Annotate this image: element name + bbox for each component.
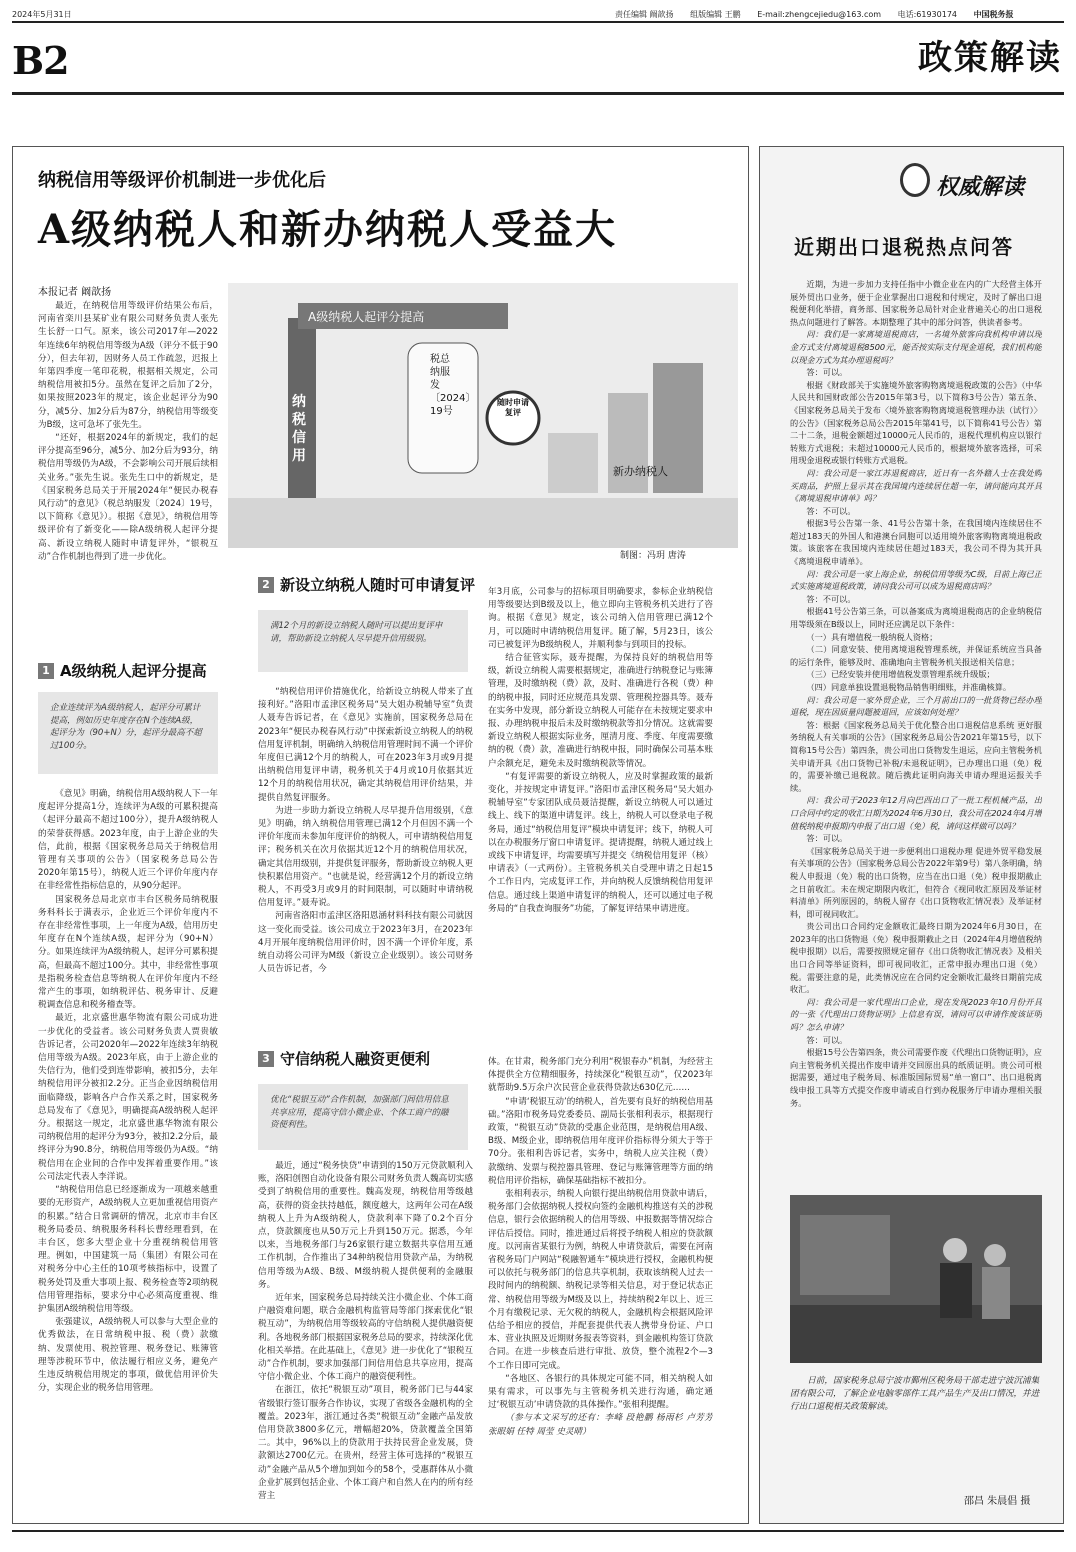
illus-scroll: 税总纳服发〔2024〕19号 xyxy=(430,354,476,417)
paragraph: 根据《财政部关于实施境外旅客购物离境退税政策的公告》（中华人民共和国财政部公告2015年第3号，以下简称3号公告）第五条、《国家税务总局关于发布〈境外旅客购物离境退税管理办法（试行）〉的公告》（国家税务总局公告2015年第41号，以下简称41号公告）第二十二条，退税金额超过10000元人民币的，退税代理机构应以银行转账方式退税；未超过10000元人民币的，根据境外旅客选择，可采用现金退税或银行转账方式退税。 xyxy=(790,379,1042,466)
question: 问：我公司是一家江苏退税商店，近日有一名外籍人士在我处购买商品，护照上显示其在我国境内连续居住超一年，请问能向其开具《离境退税申请单》吗？ xyxy=(790,467,1042,504)
section2-title: 新设立纳税人随时可申请复评 xyxy=(280,576,476,594)
illus-newco: 新办纳税人 xyxy=(613,465,668,478)
paragraph: （参与本文采写的还有：李峰 段艳鹏 杨雨杉 卢芳芳 张眼娟 任特 周莹 史灵晴） xyxy=(488,1413,713,1437)
paragraph: 张强建议，A级纳税人可以参与大型企业的优秀做法，在日常纳税申报、税（费）款缴纳、发票使用、税控管理、税务登记、账簿管理等涉税环节中，依法履行相应义务，避免产生违反纳税信用规定的事项，做优信用评价失分，实现企业的税务信用管理。 xyxy=(38,1317,218,1394)
answer: 答：可以。 xyxy=(806,1034,848,1045)
paragraph: 近年来，国家税务总局持续关注小微企业、个体工商户融资难问题，联合金融机构监管局等部门探索优化“银税互动”，为纳税信用等级较高的守信纳税人提供融资便利。各地税务部门根据国家税务总局的要求，持续深化优化相关举措。在此基础上，《意见》进一步优化了“银税互动”合作机制，要求加强部门间信用信息共享应用，提高守信小微企业、个体工商户的融资便利性。 xyxy=(258,1293,473,1383)
paragraph: 河南省洛阳市孟津区洛阳恩涵材料科技有限公司就因这一变化而受益。该公司成立于2023年3月，在2023年4月开展年度纳税信用评价时，因不满一个评价年度，系统自动将公司评为M级（新设立企业级别）。该公司财务人员告诉记者，今 xyxy=(258,911,473,975)
paragraph: （四）同意单独设置退税物品销售明细账，并准确核算。 xyxy=(806,682,1012,692)
paragraph: 体。在甘肃，税务部门充分利用“税银春办”机制，为经营主体提供全方位精细服务，持续深化“税银互动”，仅2023年就帮助9.5万余户次民营企业获得贷款达630亿元…… xyxy=(488,1057,713,1094)
paragraph: “各地区、各银行的具体规定可能不同，相关纳税人如果有需求，可以事先与主管税务机关进行沟通，确定通过‘税银互动’申请贷款的具体操作。”张相利提醒。 xyxy=(488,1373,713,1411)
paragraph: 近期，为进一步加力支持任指中小微企业在内的广大经营主体开展外贸出口业务，便于企业掌握出口退税和付规定，及时了解出口退税便利化举措，商务部、国家税务总局针对企业普遍关心的出口退税热点问题进行了解答。本期整理了其中的部分问答，供读者参考。 xyxy=(790,279,1042,327)
paragraph: 在浙江，依托“税银互动”项目，税务部门已与44家省级银行签订服务合作协议，实现了省级各金融机构的全覆盖。2023年，浙江通过各类“税银互动”金融产品发放信用贷款3800多亿元，增幅超20%，贷款覆盖全国第二。其中，96%以上的贷款用于扶持民营企业发展，贷款额达2700亿元。在贵州，经营主体可选择的“税银互动”金融产品从5个增加到如今的58个，受惠群体从小微企业扩展到包括企业、个体工商户和自然人在内的所有经营主 xyxy=(258,1385,473,1502)
phone: 电话:61930174 xyxy=(897,10,958,19)
paragraph: “纳税信用信息已经逐渐成为一项越来越重要的无形资产，A级纳税人立更加重视信用资产的积累。”结合日常调研的情况，北京市丰台区税务局委员、纳税服务科科长曹经理看到，在丰台区，您多大型企业十分重视纳税信用管理。例如，中国建筑一局（集团）有限公司在对税务分中心主任的10项考核指标中，设置了税务处罚及重大事项上报、税务检查等2项纳税信用管理指标，要求分中心必须高度重视、维护集团A级纳税信用等级。 xyxy=(38,1185,218,1314)
photo-caption: 日前，国家税务总局宁波市鄞州区税务局干部走进宁波沉浦集团有限公司，了解企业电脑零部件工具产品生产及出口情况，并进行出口退税相关政策解读。 xyxy=(790,1376,1040,1412)
illus-pillar: 纳税信用 xyxy=(292,394,306,464)
issue-date: 2024年5月31日 xyxy=(12,10,72,19)
photo-placeholder xyxy=(790,1195,1042,1363)
authority-logo-icon xyxy=(900,163,930,197)
answer: 答：根据《国家税务总局关于优化整合出口退税信息系统 更好服务纳税人有关事项的公告》（国家税务总局公告2021年第15号，以下简称15号公告）第四条，贵公司出口货物发生退运，应向主管税务机关申请开具《出口货物已补税/未退税证明》，已办理出口退（免）税的，需要补缴已退税款。随后携此证明向海关申请办理退运报关手续。 xyxy=(790,719,1042,793)
section1-heading xyxy=(38,660,207,681)
masthead-meta xyxy=(615,9,1028,20)
sidebar-title: 近期出口退税热点问答 xyxy=(794,235,1014,259)
illus-bubble: 随时申请复评 xyxy=(497,398,529,417)
section-number: 1 xyxy=(38,663,54,679)
paragraph: “有复评需要的新设立纳税人，应及时掌握政策的最新变化，并按规定申请复评。”洛阳市孟津区税务局“吴大姐办税辅导室”专家团队成员聂洁提醒，新设立纳税人可以通过线上、线下的渠道申请复评。线上，纳税人可以登录电子税务局，通过“纳税信用复评”模块申请复评；线下，纳税人可以在办税服务厅窗口申请复评。提请提醒，纳税人通过线上或线下申请复评，均需要填写并提交《纳税信用复评（核）申请表》（一式两份）。主管税务机关自受理申请之日起15个工作日内，完成复评工作，并向纳税人反馈纳税信用复评信息。通过线上渠道申请复评的纳税人，还可以通过电子税务局的“自我查询服务”功能，了解复评结果申请进度。 xyxy=(488,771,713,914)
question: 问：我公司于2023年12月向巴西出口了一批工程机械产品，出口合同中约定的收汇日期为2024年6月30日，我公司在2024年4月增值税纳税申报期内申报了出口退（免）税，请问这样做可以吗？ xyxy=(790,795,1042,831)
masthead xyxy=(12,6,1064,20)
col1-bottom xyxy=(38,788,218,1508)
editor: 责任编辑 阚歆扬 xyxy=(615,10,674,19)
section3-title: 守信纳税人融资更便利 xyxy=(280,1050,431,1068)
sidebar-photo xyxy=(790,1195,1042,1363)
paragraph: 年3月底，公司参与的招标项目明确要求，参标企业纳税信用等级要达到B级及以上，他立即向主管税务机关进行了咨询。根据《意见》规定，该公司纳入信用管理已满12个月，可以随时申请纳税信用复评。随了解，5月23日，该公司已被复评为B级纳税人，并顺利参与到项目的投标。 xyxy=(488,587,713,650)
section3-pullquote: 优化“税银互动”合作机制，加强部门间信用信息共享应用，提高守信小微企业、个体工商户的融资便利性。 xyxy=(258,1084,468,1150)
col2 xyxy=(258,686,473,1016)
page-number: B2 xyxy=(12,38,69,83)
paragraph: 为进一步助力新设立纳税人尽早提升信用级别，《意见》明确，纳入纳税信用管理已满12个月但因不满一个评价年度而未参加年度评价的纳税人，可申请纳税信用复评；税务机关在次月依据其近12个月的纳税信用状况，确定其信用级别，并提供复评服务，帮助新设立纳税人更快积累信用资产。“也就是说，经营满12个月的新设立纳税人，不再受3月或9月的时间限制，可以随时申请纳税信用复评。”聂寿说。 xyxy=(258,805,473,909)
answer: 答：不可以。 xyxy=(806,505,856,516)
col5 xyxy=(488,1056,713,1510)
article-illustration xyxy=(228,283,738,548)
illustration-credit: 制图：冯玥 唐涛 xyxy=(620,551,686,561)
paragraph: 根据3号公告第一条、41号公告第十条，在我国境内连续居住不超过183天的外国人和港澳台同胞可以适用境外旅客购物离境退税政策。该旅客在我国境内连续居住超过183天，我公司不得为其开具《离境退税申请单》。 xyxy=(790,518,1042,567)
section-number: 2 xyxy=(258,577,274,593)
section2-heading xyxy=(258,574,475,595)
paragraph: 结合征管实际，聂寿提醒，为保持良好的纳税信用等级，新设立纳税人需要根据规定，准确进行纳税登记与账簿管理，及时缴纳税（费）款，及时、准确进行各税（费）种的纳税申报，同时还应规范具发票、管理税控器具等。聂寿在实务中发现，部分新设立纳税人可能存在未按规定要求申报、办理纳税申报后未及时缴纳税款等扣分情况。这就需要新设立纳税人根据实际业务，厘清月度、季度、年度需要缴纳的税（费）款，准确进行纳税申报，同时确保公司基本账户余额充足，避免未及时缴纳税款等情况。 xyxy=(488,653,713,769)
col1-top xyxy=(38,300,218,660)
photo-credit: 邵昌 朱晨倡 摄 xyxy=(964,1496,1031,1507)
paragraph: 最近，通过“税务快贷”申请到的150万元贷款顺利入账，洛阳创图自动化设备有限公司财务负责人魏高切实感受到了纳税信用的重要性。魏高发现，纳税信用等级越高，获得的资金扶持越低，额度越大，这两年公司在A级纳税人上升为A级纳税人，贷款利率下降了0.2个百分点，贷款额度也从50万元上升到150万元。据悉，今年以来，当地税务部门与26家银行建立数据共享信用互通工作机制，合作推出了34种纳税信用贷款产品，为纳税信用等级为A级、B级、M级纳税人提供便利的金融服务。 xyxy=(258,1161,473,1290)
answer: 答：可以。 xyxy=(806,833,848,844)
question: 问：我公司是一家外贸企业，三个月前出口的一批货物已经办理退税，现在因质量问题被退回，应该如何处理？ xyxy=(790,694,1042,718)
answer: 答：不可以。 xyxy=(806,593,856,604)
paragraph: “还好，根据2024年的新规定，我们的起评分提高至96分，减5分、加2分后为93分，纳税信用等级仍为A级，不会影响公司开展后续相关业务。”张先生说。张先生口中的新规定，是《国家税务总局关于开展2024年“便民办税春风行动”的意见》（税总纳服发〔2024〕19号，以下简称《意见》）。根据《意见》，纳税信用等级评价有了新变化——除A级纳税人起评分提高、新设立纳税人随时申请复评外，“银税互动”合作机制也得到了进一步优化。 xyxy=(38,433,218,562)
section-title: 政策解读 xyxy=(918,38,1062,78)
answer: 答：可以。 xyxy=(806,367,848,378)
paragraph: “纳税信用评价措施优化，给新设立纳税人带来了直接利好。”洛阳市孟津区税务局“吴大姐办税辅导室”负责人聂寿告诉记者，在《意见》实施前，国家税务总局在2023年“便民办税春风行动”中探索新设立纳税人的纳税信用复评机制，明确纳入纳税信用管理时间不满一个评价年度但已满12个月的纳税人，可在2023年3月或9月提出纳税信用复评申请，税务机关于4月或10月依据其近12个月的纳税信用状况，确定其纳税信用评价结果，并提供自然复评服务。 xyxy=(258,687,473,803)
question: 问：我们是一家离境退税商店，一名境外旅客向我机构申请以现金方式支付离境退税8500元，能否按实际支付现金退税，我们机构能以现金方式为其办理退税吗？ xyxy=(790,329,1042,365)
paragraph: 最近，北京盛世惠华物流有限公司成功进一步优化的受益者。该公司财务负责人贾贵敏告诉记者，公司2020年—2022年连续3年纳税信用等级为A级。2023年底，由于上游企业的失信行为，他们受到连带影响，被扣5分，去年纳税信用评分被扣2.2分。正当企业因纳税信用面临降级，影响各户合作关系之时，国家税务总局发布了《意见》，明确提高A级纳税人起评分。根据这一规定，北京盛世惠华物流有限公司纳税信用的起评分为93分，被扣2.2分后，最终评分为90.8分，纳税信用等级仍为A级。“纳税信用在企业间的合作中发挥着重要作用。”该公司法定代表人李洋说。 xyxy=(38,1013,218,1182)
paragraph: 贵公司出口合同约定金额收汇最终日期为2024年6月30日，在2023年的出口货物退（免）税申报期截止之日（2024年4月增值税纳税申报期）以后，需要按照规定留存《出口货物收汇情况表》及相关出口合同等举证资料，即可视同收汇，正常申报办理出口退（免）税。需要注意的是，此类情况应在合同约定金额收汇最终日期前完成收汇。 xyxy=(790,921,1042,995)
paragraph: 最近，在纳税信用等级评价结果公布后，河南省栾川县某矿业有限公司财务负责人张先生长舒一口气。原来，该公司2017年—2022年连续6年纳税信用等级为A级（评分不低于90分），但去年初，因财务人员工作疏忽，迟报上年第四季度一笔印花税，根据相关规定，公司纳税信用被扣5分。虽然在复评之后加了2分，如果按照2023年的规定，该企业起评分为90分，减5分、加2分后为87分，纳税信用等级变为B级，这可急坏了张先生。 xyxy=(38,301,218,430)
col3 xyxy=(488,586,713,1016)
question: 问：我公司是一家代理出口企业，现在发现2023年10月份开具的一张《代理出口货物证明》上信息有误，请问可以申请作废该证明吗？怎么申请？ xyxy=(790,996,1042,1033)
sidebar-body xyxy=(790,278,1042,1184)
bottom-rule xyxy=(12,1530,1064,1532)
sidebar-brand: 权威解读 xyxy=(936,174,1025,200)
header-rule xyxy=(12,92,1064,95)
paragraph: （三）已经安装并使用增值税发票管理系统升级版； xyxy=(806,669,995,680)
section1-title: A级纳税人起评分提高 xyxy=(60,662,207,680)
article-kicker: 纳税信用等级评价机制进一步优化后 xyxy=(38,170,326,191)
layout-editor: 组版编辑 王鹏 xyxy=(690,10,741,19)
paragraph: “申请‘税银互动’的纳税人，首先要有良好的纳税信用基础。”洛阳市税务局党委委员、副局长张相利表示，根据现行政策，“税银互动”贷款的受惠企业范围，是纳税信用A级、B级、M级企业，即纳税信用年度评价指标得分须大于等于70分。张相利告诉记者，实务中，纳税人应关注税（费）款缴纳、发票与税控器具管理、登记与账簿管理等方面的纳税信用评价指标，确保基础指标不被扣分。 xyxy=(488,1096,713,1186)
article-headline: A级纳税人和新办纳税人受益大 xyxy=(38,206,618,253)
paragraph: 《国家税务总局关于进一步便利出口退税办理 促进外贸平稳发展有关事项的公告》（国家税务总局公告2022年第9号）第八条明确，纳税人申报退（免）税的出口货物，应当在出口退（免）税申报期截止之日前收汇。未在规定期限内收汇，但符合《视同收汇原因及举证材料清单》所列原因的，纳税人留存《出口货物收汇情况表》及举证材料，即可视同收汇。 xyxy=(790,845,1042,919)
section3-heading xyxy=(258,1048,430,1069)
question: 问：我公司是一家上海企业，纳税信用等级为C级，目前上海已正式实施离境退税政策，请问我公司可以成为退税商店吗？ xyxy=(790,568,1042,592)
article-byline: 本报记者 阚歆扬 xyxy=(38,287,112,298)
paragraph: （二）同意安装、使用离境退税管理系统，并保证系统应当具备的运行条件，能够及时、准确地向主管税务机关报送相关信息； xyxy=(790,644,1042,667)
section1-pullquote: 企业连续评为A级纳税人，起评分可累计提高，例如历史年度存在N个连续A级，起评分为（90+N）分，起评分最高不超过100分。 xyxy=(38,692,218,774)
section-number: 3 xyxy=(258,1051,274,1067)
paragraph: （一）具有增值税一般纳税人资格； xyxy=(806,631,938,642)
paragraph: 《意见》明确，纳税信用A级纳税人下一年度起评分提高1分，连续评为A级的可累积提高（起评分最高不超过100分），提升A级纳税人的荣誉获得感。2023年度，由于上游企业的失信，此前，根据《国家税务总局关于纳税信用管理有关事项的公告》（国家税务总局公告2020年第15号），纳税人近三个评价年度内存在非经常性指标信息的，从90分起评。 xyxy=(38,789,218,892)
email: E-mail:zhengcejiedu@163.com xyxy=(757,10,882,19)
paragraph: 根据41号公告第三条，可以备案成为离境退税商店的企业纳税信用等级须在B级以上，同时还应满足以下条件： xyxy=(790,606,1042,630)
col4 xyxy=(258,1160,473,1510)
paper-name: 中国税务报 xyxy=(973,10,1014,19)
top-rule xyxy=(12,21,1064,23)
paragraph: 根据15号公告第四条，贵公司需要作废《代理出口货物证明》，应向主管税务机关提出作废申请并交回原出具的纸质证明。贵公司可根据需要，通过电子税务局、标准版国际贸易“单一窗口”、出口退税离线申报工具等方式提交作废申请或自行到办税服务厅申请办理相关服务。 xyxy=(790,1047,1042,1108)
paragraph: 国家税务总局北京市丰台区税务局纳税服务科科长于满表示，企业近三个评价年度内不存在非经常性事项，上一年度为A级，信用历史年度存在N个连续A级，起评分为（90+N）分。如果连续评为A级纳税人，起评分可累积提高，但最高不超过100分。其中，非经常性事项是指税务检查信息等纳税人在评价年度内不经常产生的事项，如纳税评估、税务审计、反避税调查信息和税务稽查等。 xyxy=(38,894,218,1011)
illus-sign: A级纳税人起评分提高 xyxy=(308,310,425,324)
section2-pullquote: 满12个月的新设立纳税人随时可以提出复评申请，帮助新设立纳税人尽早提升信用级别。 xyxy=(258,610,468,672)
paragraph: 张相利表示，纳税人向银行提出纳税信用贷款申请后，税务部门会依据纳税人授权向签约金融机构推送有关的涉税信息，银行会依据纳税人的信用等级、申报数据等情况综合评估后授信。同时，推进通过后将授予纳税人相应的贷款额度。以河南省某银行为例，纳税人申请贷款后，需要在河南省税务局门户网站“税融智通车”模块进行授权，金融机构便可以依托与税务部门的信息共享机制，获取该纳税人过去一段时间内的纳税额、纳税记录等相关信息，对于登记状态正常、纳税信用等级为M级及以上，持续纳税2年以上、近三个月有缴税记录、无欠税的纳税人，金融机构会根据风险评估给予相应的授信，并配套提供代表人携带身份证、户口本、营业执照及近期财务报表等资料，到金融机构签订贷款合同。在进一步核查后进行审批、放贷，整个流程2个—3个工作日即可完成。 xyxy=(488,1189,713,1371)
